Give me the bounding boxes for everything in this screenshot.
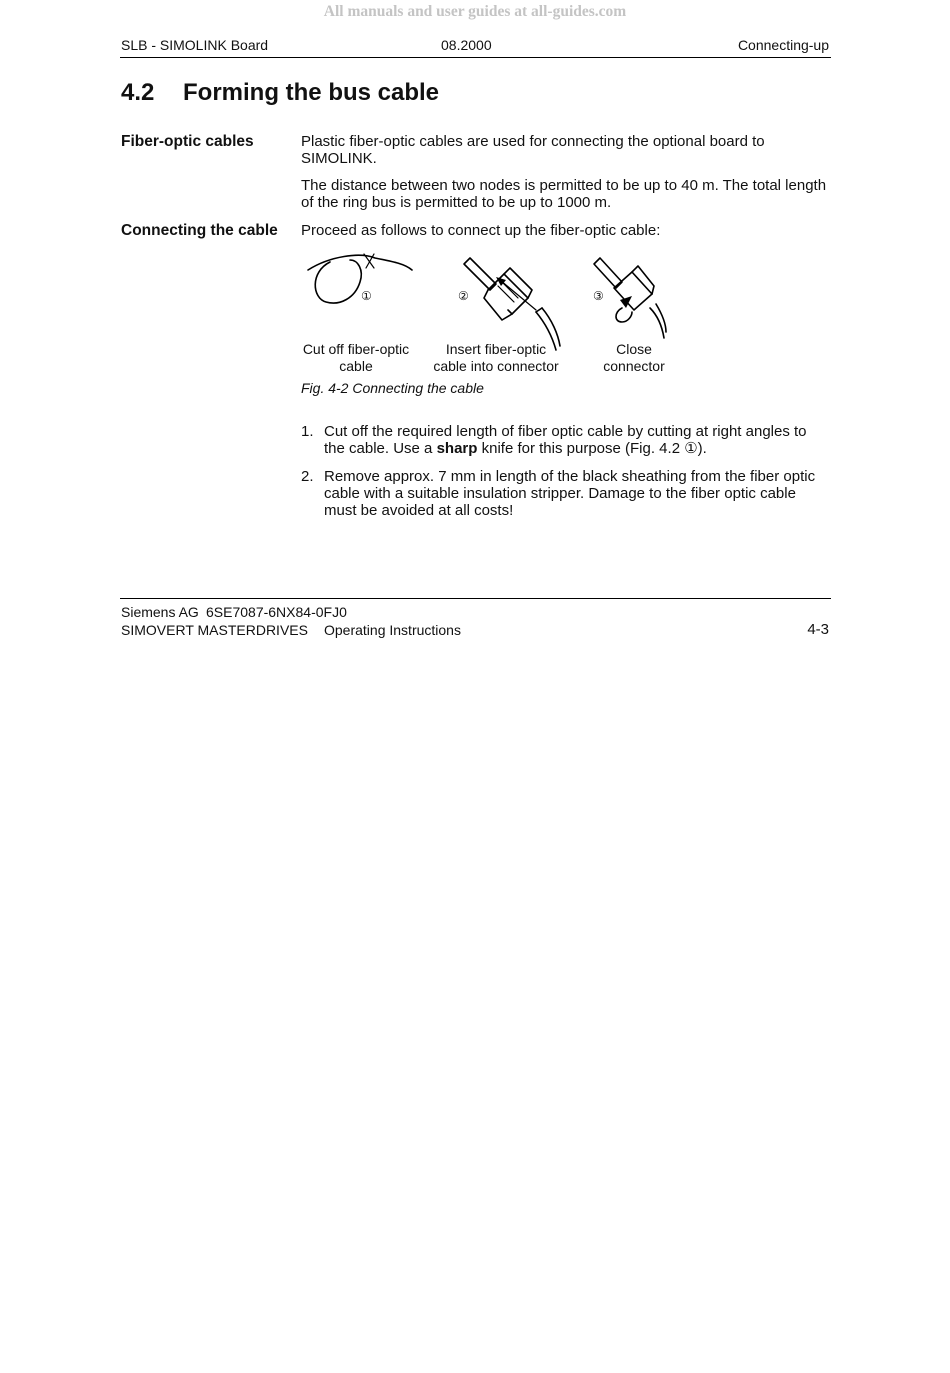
fiber-optic-label: Fiber-optic cables (121, 133, 254, 150)
step-1-marker: ① (361, 289, 372, 303)
fiber-optic-para1: Plastic fiber-optic cables are used for connecting the optional board to SIMOLINK. (301, 133, 765, 167)
connecting-intro: Proceed as follows to connect up the fiber-optic cable: (301, 222, 661, 239)
header-chapter: Connecting-up (737, 37, 829, 53)
step-2-caption-line2: cable into connector (433, 357, 559, 374)
header-title: SLB - SIMOLINK Board (121, 37, 269, 53)
footer-company: Siemens AG (121, 604, 199, 620)
section-number: 4.2 (121, 79, 155, 106)
list-item-2-line3: must be avoided at all costs! (324, 502, 514, 519)
step-1-caption-line2: cable (339, 357, 373, 374)
watermark: All manuals and user guides at all-guides.com (323, 3, 627, 20)
step-3-caption (584, 341, 684, 374)
fiber-optic-para2: The distance between two nodes is permitted to be up to 40 m. The total length of the ring bus is permitted to be up to 1000 m. (301, 177, 827, 211)
header-date: 08.2000 (441, 37, 492, 53)
list-item-1-number: 1. (301, 423, 314, 440)
section-title: Forming the bus cable (183, 79, 440, 106)
step-2-caption-line1: Insert fiber-optic (445, 341, 547, 357)
list-item-2-line2: cable with a suitable insulation stripper. Damage to the fiber optic cable (324, 485, 796, 502)
step-1-caption-line1: Cut off fiber-optic (302, 341, 410, 357)
header-rule (120, 57, 831, 58)
figure-caption: Fig. 4-2 Connecting the cable (301, 380, 484, 396)
footer-rule (120, 598, 831, 599)
list-item-2-text (324, 468, 829, 519)
step-3-marker: ③ (593, 289, 604, 303)
footer-page-number: 4-3 (807, 621, 829, 638)
list-item-1-line1: Cut off the required length of fiber optic cable by cutting at right angles to (324, 423, 807, 440)
list-item-1-text (324, 423, 829, 457)
cut-cable-illustration (300, 248, 420, 318)
step-3-caption-line2: connector (603, 357, 665, 374)
list-item-2-number: 2. (301, 468, 314, 485)
footer-order-number: 6SE7087-6NX84-0FJ0 (206, 604, 347, 620)
connecting-label: Connecting the cable (121, 222, 278, 239)
step-3-caption-line1: Close (616, 341, 652, 357)
close-connector-illustration (592, 256, 672, 342)
step-2-marker: ② (458, 289, 469, 303)
insert-cable-illustration (462, 254, 562, 354)
list-item-1-line2 (324, 440, 829, 457)
list-item-2-line1: Remove approx. 7 mm in length of the black sheathing from the fiber optic (324, 468, 816, 485)
list-item-1-bold-word: sharp (436, 440, 478, 457)
list-item-1-line2-before: the cable. Use a (324, 440, 437, 457)
footer-product: SIMOVERT MASTERDRIVES (121, 622, 308, 638)
step-1-caption (296, 341, 416, 374)
step-2-caption (426, 341, 566, 374)
list-item-1-line2-after: knife for this purpose (Fig. 4.2 ①). (477, 440, 707, 457)
footer-doc-type: Operating Instructions (324, 622, 461, 638)
